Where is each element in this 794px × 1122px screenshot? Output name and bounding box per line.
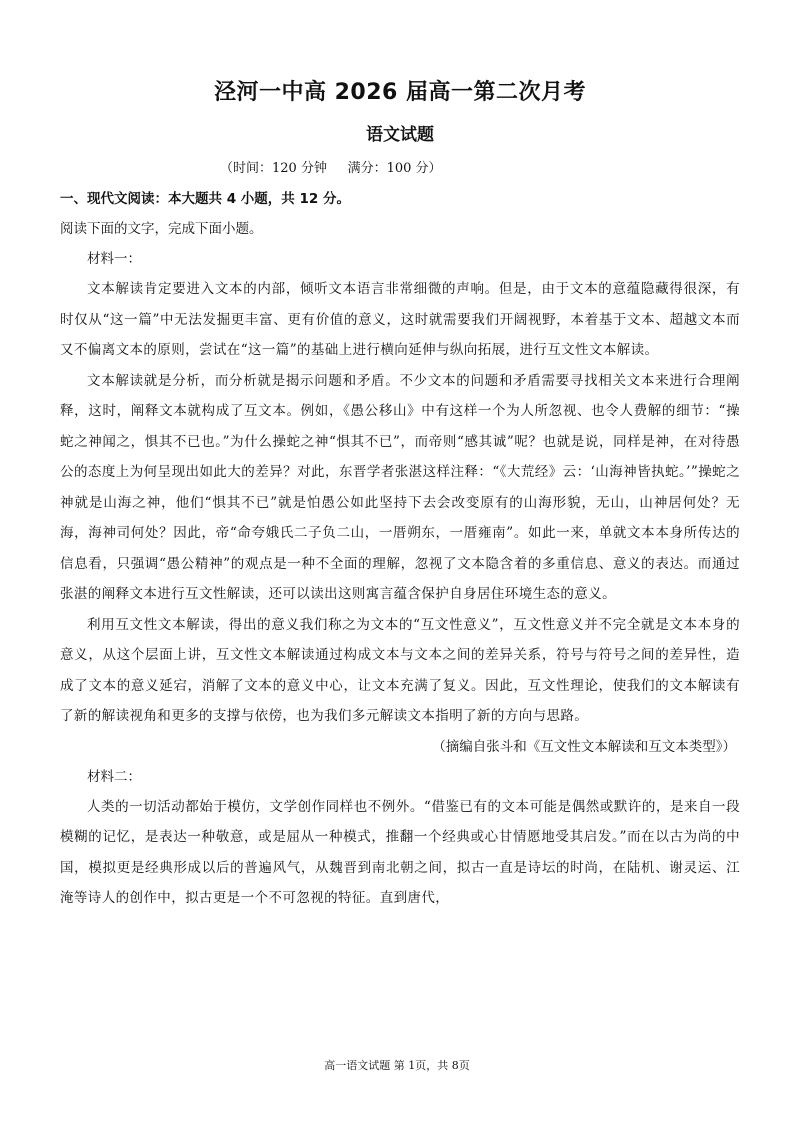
section-instruction: 阅读下面的文字，完成下面小题。	[60, 221, 263, 237]
material-one-paragraph: 文本解读肯定要进入文本的内部，倾听文本语言非常细微的声响。但是，由于文本的意蕴隐藏得很深，有时仅从“这一篇”中无法发掘更丰富、更有价值的意义，这时就需要我们开阔视野，本着基于文本、超越文本而又不偏离文本的原则，尝试在“这一篇”的基础上进行横向延伸与纵向拓展，进行互文性文本解读。	[60, 281, 740, 358]
exam-page	[60, 76, 740, 914]
material-one-paragraph: 文本解读就是分析，而分析就是揭示问题和矛盾。不少文本的问题和矛盾需要寻找相关文本来进行合理阐释，这时，阐释文本就构成了互文本。例如，《愚公移山》中有这样一个为人所忽视、也令人费解的细节：“操蛇之神闻之，惧其不已也。”为什么操蛇之神“惧其不已”，而帝则“感其诚”呢？也就是说，同样是神，在对待愚公的态度上为何呈现出如此大的差异？对此，东晋学者张湛这样注释：“《大荒经》云：‘山海神皆执蛇。’”操蛇之神就是山海之神，他们“惧其不已”就是怕愚公如此坚持下去会改变原有的山海形貌，无山，山神居何处？无海，海神司何处？因此，帝“命夸娥氏二子负二山，一厝朔东，一厝雍南”。如此一来，单就文本本身所传达的信息看，只强调“愚公精神”的观点是一种不全面的理解，忽视了文本隐含着的多重信息、意义的表达。而通过张湛的阐释文本进行互文性解读，还可以读出这则寓言蕴含保护自身居住环境生态的意义。	[60, 372, 740, 602]
exam-title: 泾河一中高 2026 届高一第二次月考	[213, 80, 587, 105]
material-one-paragraph: 利用互文性文本解读，得出的意义我们称之为文本的“互文性意义”，互文性意义并不完全就是文本本身的意义，从这个层面上讲，互文性文本解读通过构成文本与文本之间的差异关系，符号与符号之间的差异性，造成了文本的意义延宕，消解了文本的意义中心，让文本充满了复义。因此，互文性理论，使我们的文本解读有了新的解读视角和更多的支撑与依傍，也为我们多元解读文本指明了新的方向与思路。	[60, 616, 740, 724]
material-one-source: （摘编自张斗和《互文性文本解读和互文本类型》）	[432, 738, 736, 755]
exam-info: （时间：120 分钟 满分：100 分）	[220, 161, 442, 176]
page-footer: 高一语文试题 第 1页，共 8页	[324, 1059, 470, 1072]
subject-title: 语文试题	[366, 125, 434, 145]
material-two-paragraph: 人类的一切活动都始于模仿，文学创作同样也不例外。“借鉴已有的文本可能是偶然或默许的，是来自一段模糊的记忆，是表达一种敬意，或是屈从一种模式，推翻一个经典或心甘情愿地受其启发。”而在以古为尚的中国，模拟更是经典形成以后的普遍风气，从魏晋到南北朝之间，拟古一直是诗坛的时尚，在陆机、谢灵运、江淹等诗人的创作中，拟古更是一个不可忽视的特征。直到唐代，	[60, 798, 740, 906]
material-two-label: 材料二：	[87, 768, 141, 785]
material-one-label: 材料一：	[87, 251, 141, 267]
section-heading: 一、现代文阅读：本大题共 4 小题，共 12 分。	[60, 191, 350, 207]
